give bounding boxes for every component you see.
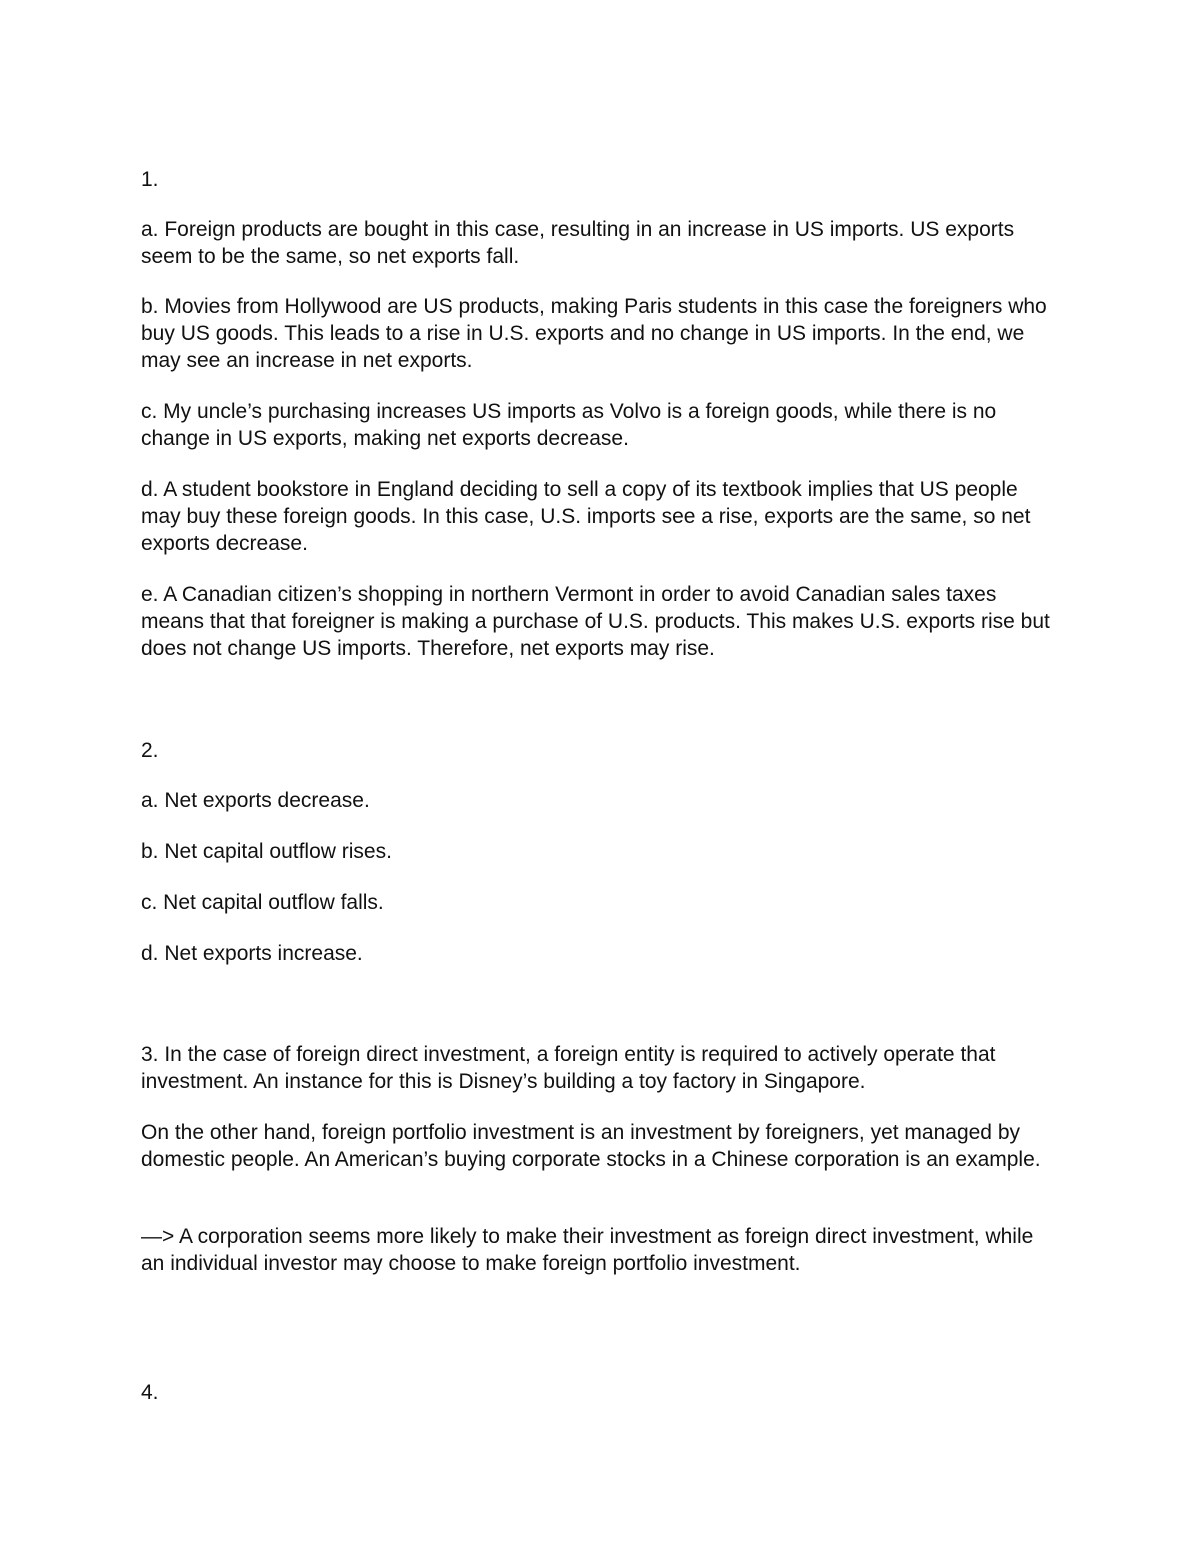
section-1-item-c: c. My uncle’s purchasing increases US imports as Volvo is a foreign goods, while there is no change in US exports, making net exports decrease. <box>141 400 997 450</box>
section-1-item-d: d. A student bookstore in England deciding to sell a copy of its textbook implies that US people may buy these foreign goods. In this case, U.S. imports see a rise, exports are the same, so net exports decrease. <box>141 478 1031 555</box>
section-3-paragraph-3: —> A corporation seems more likely to make their investment as foreign direct investment, while an individual investor may choose to make foreign portfolio investment. <box>141 1225 1034 1275</box>
section-3-paragraph-1: 3. In the case of foreign direct investment, a foreign entity is required to actively operate that investment. An instance for this is Disney’s building a toy factory in Singapore. <box>141 1043 996 1093</box>
section-2-item-b: b. Net capital outflow rises. <box>141 840 392 863</box>
section-2-item-a: a. Net exports decrease. <box>141 789 370 812</box>
section-1-item-e: e. A Canadian citizen’s shopping in northern Vermont in order to avoid Canadian sales taxes means that that foreigner is making a purchase of U.S. products. This makes U.S. exports rise but does not change US imports. Therefore, net exports may rise. <box>141 583 1050 660</box>
section-4-number: 4. <box>141 1381 159 1404</box>
section-2-item-d: d. Net exports increase. <box>141 942 363 965</box>
section-1-number: 1. <box>141 168 159 191</box>
section-1-item-b: b. Movies from Hollywood are US products, making Paris students in this case the foreigners who buy US goods. This leads to a rise in U.S. exports and no change in US imports. In the end, we may see an increase in net exports. <box>141 295 1047 372</box>
section-2-number: 2. <box>141 739 159 762</box>
section-2-item-c: c. Net capital outflow falls. <box>141 891 384 914</box>
section-1-item-a: a. Foreign products are bought in this case, resulting in an increase in US imports. US exports seem to be the same, so net exports fall. <box>141 218 1015 268</box>
section-3-paragraph-2: On the other hand, foreign portfolio investment is an investment by foreigners, yet managed by domestic people. An American’s buying corporate stocks in a Chinese corporation is an example. <box>141 1121 1041 1171</box>
